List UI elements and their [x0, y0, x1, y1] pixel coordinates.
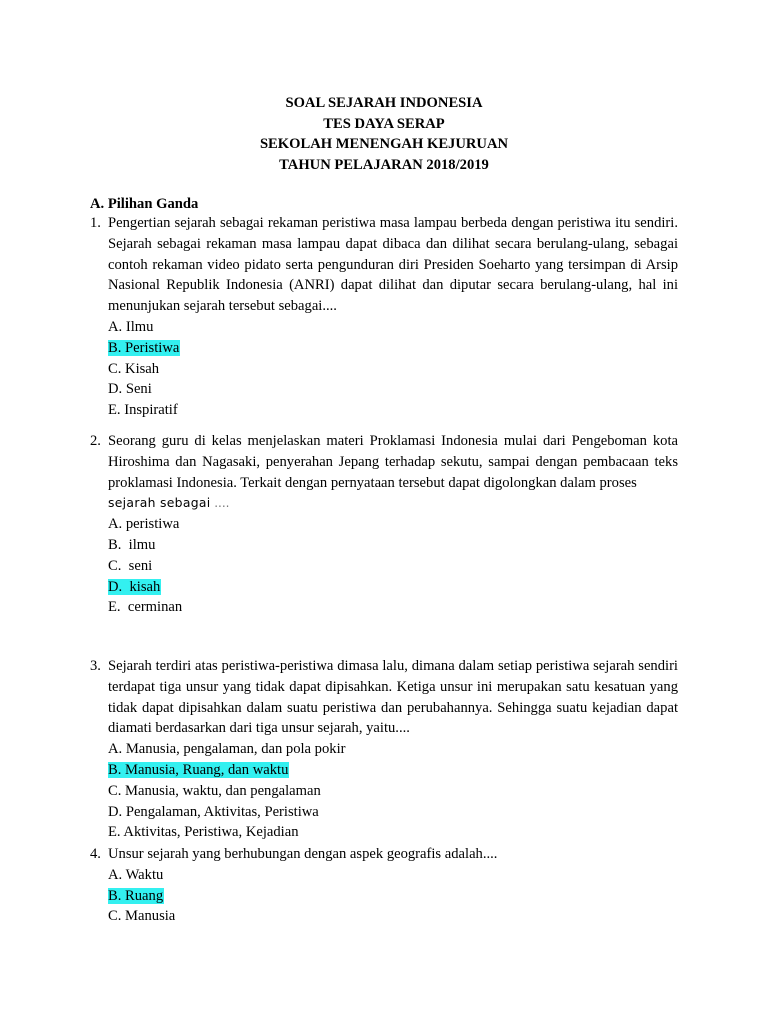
question-stem-tail: sejarah sebagai	[108, 495, 211, 511]
option-list	[108, 865, 678, 927]
option-b-correct[interactable]	[108, 886, 678, 907]
option-label: B. ilmu	[108, 536, 156, 553]
option-label: A. Ilmu	[108, 318, 154, 335]
option-list	[108, 739, 678, 843]
option-label: D. Seni	[108, 381, 152, 398]
question-number: 2.	[90, 433, 101, 449]
highlighted-answer: B. Peristiwa	[108, 339, 180, 356]
section-title: A. Pilihan Ganda	[90, 196, 199, 212]
option-label: E. Aktivitas, Peristiwa, Kejadian	[108, 824, 299, 841]
option-b-correct[interactable]	[108, 760, 678, 781]
option-label: A. Waktu	[108, 866, 164, 883]
option-label: C. Kisah	[108, 360, 160, 377]
option-list	[108, 317, 678, 421]
option-a[interactable]	[108, 514, 678, 535]
question-stem-dots: ....	[214, 496, 230, 511]
question-stem-text: Seorang guru di kelas menjelaskan materi Proklamasi Indonesia mulai dari Pengeboman kota Hiroshima dan Nagasaki, penyerahan Jepang terhadap sekutu, sampai dengan pembacaan teks proklamasi Indonesia. Terkait dengan pernyataan tersebut dapat digolongkan dalam proses	[108, 433, 678, 491]
question-1	[90, 213, 678, 421]
option-list	[108, 514, 678, 618]
option-e[interactable]	[108, 400, 678, 421]
option-a[interactable]	[108, 317, 678, 338]
question-stem: Unsur sejarah yang berhubungan dengan aspek geografis adalah....	[108, 846, 498, 862]
option-a[interactable]	[108, 865, 678, 886]
question-stem: Pengertian sejarah sebagai rekaman peristiwa masa lampau berbeda dengan peristiwa itu sendiri. Sejarah sebagai rekaman masa lampau dapat dibaca dan dilihat secara berulang-ulang, sebagai contoh rekaman video pidato serta pengunduran diri Presiden Soeharto yang tersimpan di Arsip Nasional Republik Indonesia (ANRI) dapat dilihat dan diputar secara berulang-ulang, hal ini menunjukan sejarah tersebut sebagai....	[108, 215, 678, 315]
header-subtitle: TES DAYA SERAP	[323, 115, 445, 132]
highlighted-answer: D. kisah	[108, 578, 161, 595]
option-b[interactable]	[108, 535, 678, 556]
question-stem: Sejarah terdiri atas peristiwa-peristiwa dimasa lalu, dimana dalam setiap peristiwa sejarah sendiri terdapat tiga unsur yang tidak dapat dipisahkan. Ketiga unsur ini merupakan satu kesatuan yang tidak dapat dipisahkan dalam suatu peristiwa dan perubahannya. Sehingga suatu kejadian dapat diamati berdasarkan dari tiga unsur sejarah, yaitu....	[108, 658, 678, 737]
question-3	[90, 656, 678, 843]
question-number: 1.	[90, 215, 101, 231]
option-e[interactable]	[108, 597, 678, 618]
option-c[interactable]	[108, 906, 678, 927]
option-c[interactable]	[108, 781, 678, 802]
option-label: C. Manusia, waktu, dan pengalaman	[108, 782, 321, 799]
option-label: C. seni	[108, 557, 153, 574]
highlighted-answer: B. Ruang	[108, 887, 164, 904]
option-a[interactable]	[108, 739, 678, 760]
option-e[interactable]	[108, 822, 678, 843]
option-d[interactable]	[108, 379, 678, 400]
option-label: A. peristiwa	[108, 516, 180, 533]
header-year: TAHUN PELAJARAN 2018/2019	[279, 156, 489, 173]
option-b-correct[interactable]	[108, 338, 678, 359]
option-label: E. Inspiratif	[108, 402, 178, 419]
question-number: 4.	[90, 846, 101, 862]
option-label: C. Manusia	[108, 908, 176, 925]
highlighted-answer: B. Manusia, Ruang, dan waktu	[108, 761, 289, 778]
header-school: SEKOLAH MENENGAH KEJURUAN	[259, 136, 509, 152]
header-title: SOAL SEJARAH INDONESIA	[285, 95, 483, 111]
question-2	[90, 431, 678, 618]
document-header	[0, 93, 768, 175]
option-label: D. Pengalaman, Aktivitas, Peristiwa	[108, 803, 319, 820]
question-number: 3.	[90, 658, 101, 674]
option-d[interactable]	[108, 802, 678, 823]
question-4	[90, 844, 678, 927]
option-c[interactable]	[108, 359, 678, 380]
option-label: E. cerminan	[108, 599, 183, 616]
question-stem	[108, 431, 678, 514]
option-label: A. Manusia, pengalaman, dan pola pokir	[108, 741, 346, 758]
option-d-correct[interactable]	[108, 577, 678, 598]
option-c[interactable]	[108, 556, 678, 577]
